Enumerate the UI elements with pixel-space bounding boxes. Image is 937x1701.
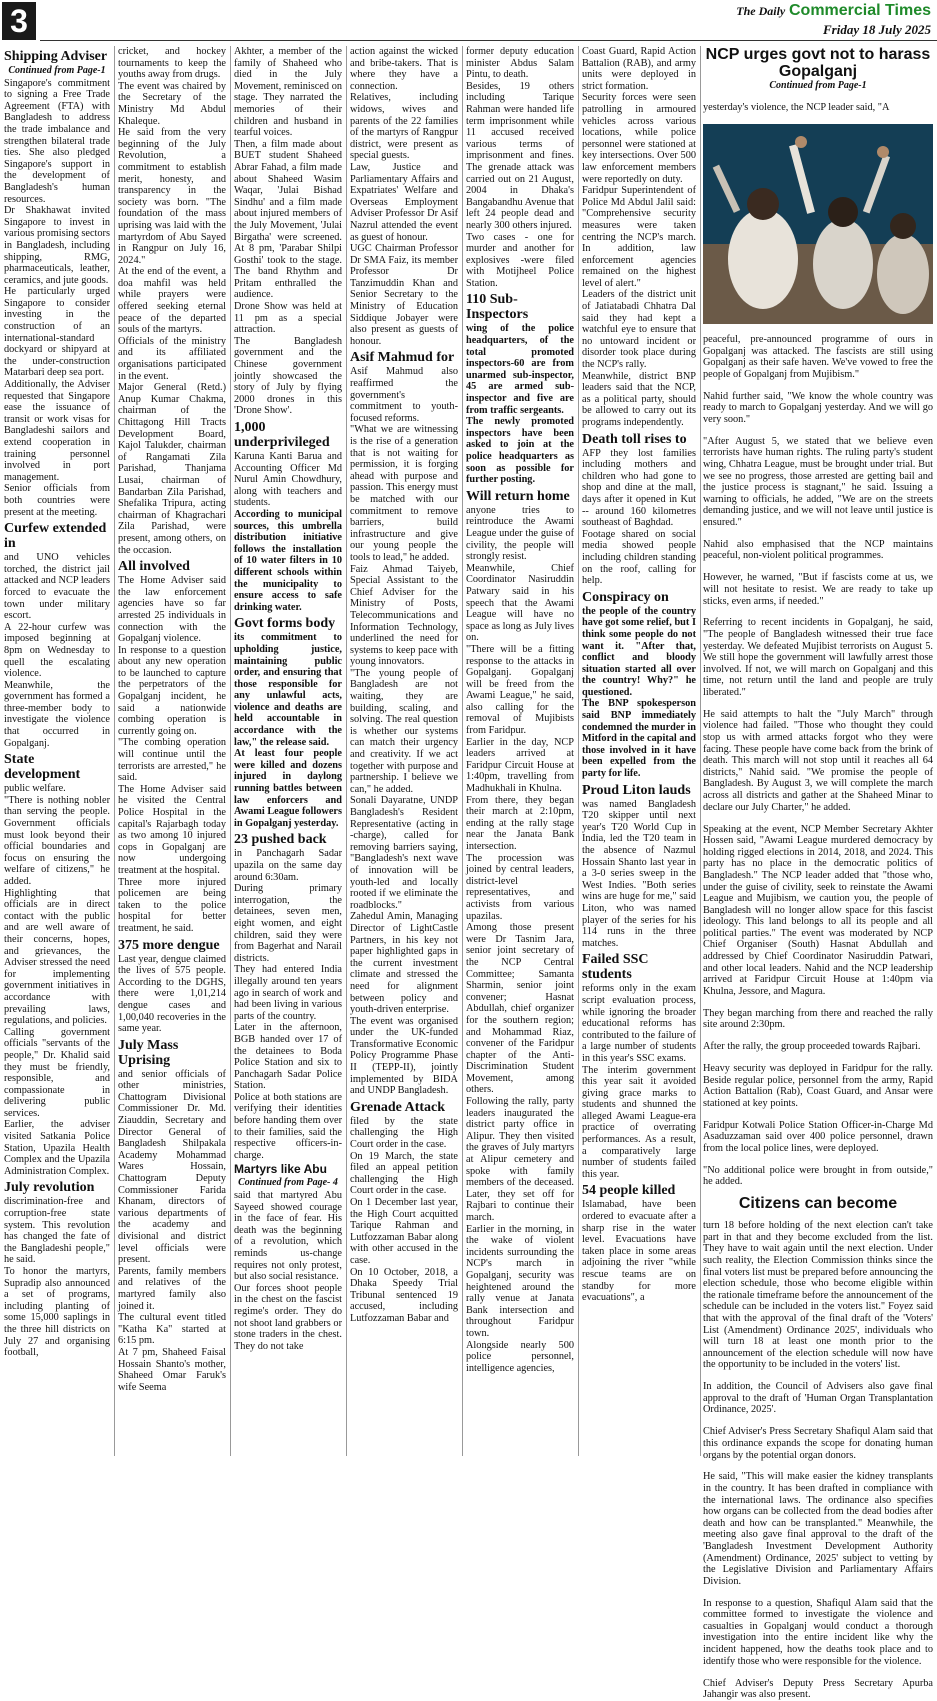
headline-will-return-home: Will return home	[466, 488, 570, 504]
headline-state-development: State development	[4, 752, 81, 783]
column-divider	[700, 46, 701, 1456]
paragraph: At the end of the event, a doa mahfil was held while prayers were offered seeking eternal peace of the departed souls of the martyrs.	[118, 266, 226, 336]
paragraph: However, he warned, "But if fascists come at us, we will not hesitate to resist. We are ready to take up sticks, even arms, if needed."	[703, 572, 933, 607]
paragraph: and senior officials of other ministries, Chattogram Divisional Commissioner Dr. Md. Ziauddin, Secretary and Director General of Bangladesh Shilpakala Academy Mohammad Wares Hossain, Chattogram Deputy Commissioner Farida Khanam, directors of various departments of the academy and divisional and district level officials were present.	[118, 1068, 226, 1266]
continued-note: Continued from Page-1	[8, 65, 106, 76]
paragraph: At 7 pm, Shaheed Faisal Hossain Shanto's mother, Shaheed Omar Faruk's wife Seema	[118, 1346, 226, 1393]
headline-underprivileged: 1,000 underprivileged	[234, 420, 330, 450]
paragraph: Chief Adviser's Press Secretary Shafiqul Alam said that this ordinance expands the scope for donating human organs by the potential organ donors.	[703, 1426, 933, 1461]
paragraph: Officials of the ministry and its affiliated organisations participated in the event.	[118, 335, 226, 382]
headline-death-toll: Death toll rises to	[582, 431, 687, 447]
paragraph: "What we are witnessing is the rise of a generation that is not waiting for permission, it is forging ahead with purpose and passion. This energy must be matched with our commitment to remove barriers, build infrastructure and give our young people the tools to lead," he added.	[350, 424, 458, 563]
headline-shipping-adviser: Shipping Adviser	[4, 49, 108, 64]
paragraph: Faridpur Superintendent of Police Md Abdul Jalil said: "Comprehensive security measures were taken centring the NCP's march. In addition, law enforcement agencies remained on the highest level of alert."	[582, 185, 696, 289]
headline-proud-liton: Proud Liton lauds	[582, 782, 691, 798]
paragraph: The event was organised under the UK-funded Transformative Economic Policy Programme Phase II (TEPP-II), jointly implemented by BIDA and UNDP Bangladesh.	[350, 1015, 458, 1097]
paragraph: Footage shared on social media showed people including children standing on the roof, calling for help.	[582, 528, 696, 587]
paragraph: The procession was joined by central leaders, district-level representatives, and activists from various upazilas.	[466, 852, 574, 922]
paragraph: He said, "This will make easier the kidney transplants in the country. It has been drafted in compliance with the international laws. The ordinance also specifies how organs can be collected from the dead bodies after death and how can be transplanted." Meanwhile, the meeting also gave final approval to the draft of the 'Bangladesh Investment Development Authority (Amendment) Ordinance, 2025' subject to vetting by the Legislative Division and Parliamentary Affairs Division.	[703, 1471, 933, 1587]
paragraph: Law, Justice and Parliamentary Affairs and Expatriates' Welfare and Overseas Employment Adviser Professor Dr Asif Nazrul attended the event as guest of honour.	[350, 161, 458, 243]
paragraph: Earlier in the day, NCP leaders arrived at Faridpur Circuit House at 1:40pm, travelling from Madhukhali in Khulna.	[466, 736, 574, 795]
paragraph: filed by the state challenging the High Court order in the case.	[350, 1115, 458, 1151]
paragraph: Chief Adviser's Deputy Press Secretary Apurba Jahangir was also present.	[703, 1677, 933, 1701]
headline-july-revolution: July revolution	[4, 1180, 95, 1196]
headline-martyrs-like-abu: Martyrs like Abu	[234, 1162, 327, 1177]
issue-date: Friday 18 July 2025	[823, 22, 931, 37]
paragraph: According to municipal sources, this umbrella distribution initiative follows the installation of 10 water filters in 10 different schools within the municipality to ensure access to safe drinking water.	[234, 508, 342, 613]
paragraph: In addition, the Council of Advisers also gave final approval to the draft of 'Human Organ Transplantation Ordinance, 2025'.	[703, 1381, 933, 1416]
paragraph: turn 18 before holding of the next election can't take part in that and they become excluded from the list. They have to wait again until the next election. Under such reality, the Election Commission thinks since the final voters list must be prepared before announcing the election schedule, those who become eligible within the rationale timeframe before the announcement of the schedule can be included in the voters list." Foyez said that with the approval of the final draft of the 'Voters' List (Amendment) Ordinance 2025', individuals who will turn 18 at least one month prior to the announcement of the election schedule will now have the opportunity to be included in the voters' list.	[703, 1220, 933, 1371]
paragraph: Besides, 19 others including Tarique Rahman were handed life term imprisonment while 11 accused received various terms of imprisonment and fines. The grenade attack was carried out on 21 August, 2004 in Dhaka's Bangabandhu Avenue that left 24 people dead and nearly 300 others injured.	[466, 80, 574, 231]
publication-name: Commercial Times	[789, 2, 931, 19]
headline-ncp-urges: NCP urges govt not to harass Gopalganj	[705, 46, 931, 80]
paragraph: anyone tries to reintroduce the Awami League under the guise of civility, the people will strongly resist.	[466, 504, 574, 563]
paragraph: Sonali Dayaratne, UNDP Bangladesh's Resident Representative (acting in -charge), called for removing barriers saying, "Bangladesh's next wave of innovation will be youth-led and locally rooted if we eliminate the roadblocks."	[350, 795, 458, 911]
paragraph: The Home Adviser said he visited the Central Police Hospital in the capital's Rajarbagh today as two among 10 injured cops in Gopalganj are now undergoing treatment at the hospital.	[118, 783, 226, 876]
paragraph: Meanwhile, district BNP leaders said that the NCP, as a political party, should be allowed to carry out its programs independently.	[582, 370, 696, 428]
paragraph: Nahid further said, "We know the whole country was ready to march to Gopalganj yesterday. And we will go very soon."	[703, 390, 933, 425]
column-divider	[346, 46, 347, 1456]
paragraph: action against the wicked and bribe-takers. That is where they have a connection.	[350, 46, 458, 92]
paragraph: Then, a film made about BUET student Shaheed Abrar Fahad, a film made about Shaheed Wasim Waqar, 'Julai Bishad Sindhu' and a film made about injured members of the July Movement, 'Julai Birgatha' were screened. At 8 pm, 'Parabar Shilpi Gosthi' took to the stage. The band Rhythm and Pritam enthralled the audience.	[234, 138, 342, 301]
headline-people-killed: 54 people killed	[582, 1183, 676, 1199]
paragraph: The Home Adviser said the law enforcement agencies have so far arrested 25 individuals in connection with the Gopalganj violence.	[118, 575, 226, 645]
headline-grenade-attack: Grenade Attack	[350, 1099, 446, 1115]
paragraph: Among those present were Dr Tasnim Jara, senior joint secretary of the NCP Central Committee; Samanta Sharmin, senior joint convener; Hasnat Abdullah, chief organizer for the southern region; and Mohammad Riaz, convener of the Faridpur chapter of the Anti-Discrimination Student Movement, among others.	[466, 922, 574, 1096]
paragraph: "There is nothing nobler than serving the people. Government officials must look beyond their official boundaries and focus on ensuring the welfare of citizens," he added.	[4, 794, 110, 887]
paragraph: former deputy education minister Abdus Salam Pintu, to death.	[466, 46, 574, 81]
paragraph: The Bangladesh government and the Chinese government jointly showcased the story of July by flying 2000 drones in this 'Drone Show'.	[234, 335, 342, 417]
paragraph: Earlier, the adviser visited Satkania Police Station, Upazila Health Complex and the Upazila Administration Complex.	[4, 1119, 110, 1177]
paragraph: Three more injured policemen are being taken to the police hospital for better treatment, he said.	[118, 876, 226, 934]
paragraph: On 10 October, 2018, a Dhaka Speedy Trial Tribunal sentenced 19 accused, including Lutfozzaman Babar and	[350, 1266, 458, 1324]
paragraph: Islamabad, have been ordered to evacuate after a sharp rise in the water level. Evacuations have taken place in some areas adjoining the river "while rescue teams are on standby for more evacuations", a	[582, 1199, 696, 1304]
paragraph: Meanwhile, the government has formed a three-member body to investigate the violence that occurred in Gopalganj.	[4, 679, 110, 749]
paragraph: Dr Shakhawat invited Singapore to invest in various promising sectors in Bangladesh, including shipping, RMG, pharmaceuticals, leather, ceramics, and jute goods.	[4, 205, 110, 286]
page-number: 3	[2, 2, 36, 40]
paragraph: Calling government officials "servants of the people," Dr. Khalid said they must be friendly, responsible, and compassionate in delivering public services.	[4, 1026, 110, 1119]
paragraph: the people of the country have got some relief, but I think some people do not want it. "After that, conflict and bloody situation started all over the country! Why?" he questioned.	[582, 605, 696, 698]
headline-failed-ssc: Failed SSC students	[582, 952, 649, 983]
publication-title	[736, 2, 931, 20]
paragraph: The event was chaired by the Secretary of the Ministry Md Abdul Khaleque.	[118, 80, 226, 127]
paragraph: Faridpur Kotwali Police Station Officer-in-Charge Md Asaduzzaman said over 400 police personnel, drawn from the local police lines, were deployed.	[703, 1119, 933, 1154]
paragraph: Last year, dengue claimed the lives of 575 people. According to the DGHS, there were 1,01,214 dengue cases and 1,00,040 recoveries in the same year.	[118, 953, 226, 1035]
paragraph: During primary interrogation, the detainees, seven men, eight women, and eight children, said they were from Bagerhat and Narail districts.	[234, 883, 342, 964]
paragraph: Zahedul Amin, Managing Director of LightCastle Partners, in his key not paper highlighted gaps in the current investment climate and stressed the need for alignment between policy and youth-driven enterprise.	[350, 911, 458, 1016]
paragraph: After the rally, the group proceeded towards Rajbari.	[703, 1041, 921, 1053]
masthead-rule	[40, 40, 937, 41]
headline-govt-forms-body: Govt forms body	[234, 616, 336, 632]
column-6	[582, 46, 696, 1456]
paragraph: Major General (Retd.) Anup Kumar Chakma, chairman of the Chittagong Hill Tracts Development Board, Kajol Talukder, chairman of Rangamati Zila Parishad, Thanjama Lusai, chairman of Bandarban Zila Parishad, Shefalika Tripura, acting chairman of Khagrachari Zila Parishad, were present, among others, on the occasion.	[118, 382, 226, 556]
paragraph: wing of the police headquarters, of the total promoted inspectors-60 are from unarmed sub-inspector, 45 are armed sub-inspector and five are from traffic sergeants.	[466, 323, 574, 416]
paragraph: Relatives, including widows, wives and parents of the 22 families of the martyrs of Rangpur district, were present as special guests.	[350, 92, 458, 162]
paragraph: Akhter, a member of the family of Shaheed who died in the July Movement, reminisced on stage. They narrated the memories of their children and husband in tearful voices.	[234, 46, 342, 139]
paragraph: Meanwhile, Chief Coordinator Nasiruddin Patwary said in his speech that the Awami League will have no space as long as July lives on.	[466, 562, 574, 644]
paragraph: Earlier in the morning, in the wake of violent incidents surrounding the NCP's march in Gopalganj, security was heightened around the rally venue at Janata Bank intersection and throughout Faridpur town.	[466, 1223, 574, 1339]
paragraph: Later in the afternoon, BGB handed over 17 of the detainees to Boda Police Station and six to Panchagarh Sadar Police Station.	[234, 1022, 342, 1092]
paragraph: They began marching from there and reached the rally site around 2:30pm.	[703, 1007, 933, 1031]
paragraph: peaceful, pre-announced programme of ours in Gopalganj was attacked. The fascists are still using Gopalganj as their safe haven. We've vowed to free the people of Gopalganj from Mujibism."	[703, 334, 933, 380]
headline-july-mass-uprising: July Mass Uprising	[118, 1037, 179, 1068]
paragraph: Referring to recent incidents in Gopalganj, he said, "The people of Bangladesh witnessed their true face yesterday. We defeated Mujibist terrorists on August 5. We still hope the government will lawfully arrest those involved. If not, we will march on Gopalganj and this time, not return until the land and people are truly liberated."	[703, 617, 933, 698]
paragraph: public welfare.	[4, 783, 66, 795]
paragraph: From there, they began their march at 2:10pm, ending at the rally stage near the Janata Bank intersection.	[466, 794, 574, 852]
paragraph: "No additional police were brought in from outside," he added.	[703, 1164, 933, 1188]
paragraph: Following the rally, party leaders inaugurated the district party office in Alipur. They then visited the graves of July martyrs at Alipur cemetery and spoke with family members of the deceased. Later, they set off for Rajbari to continue their march.	[466, 1096, 574, 1223]
publication-prefix: The Daily	[736, 4, 786, 18]
paragraph: Police at both stations are verifying their identities before handing them over to their families, said the respective officers-in-charge.	[234, 1091, 342, 1161]
continued-note: Continued from Page- 4	[238, 1177, 338, 1189]
paragraph: At least four people were killed and dozens injured in daylong running battles between law enforcers and Awami League followers in Gopalganj yesterday.	[234, 748, 342, 829]
column-1	[4, 46, 110, 1456]
paragraph: and UNO vehicles torched, the district jail attacked and NCP leaders forced to evacuate the town under military escort.	[4, 552, 110, 622]
paragraph: Nahid also emphasised that the NCP maintains peaceful, non-violent political programmes.	[703, 538, 933, 562]
paragraph: Parents, family members and relatives of the martyred family also joined it.	[118, 1265, 226, 1312]
paragraph: Faiz Ahmad Taiyeb, Special Assistant to the Chief Adviser for the Ministry of Posts, Telecommunications and Information Technology, underlined the need for systems to keep pace with young innovators.	[350, 563, 458, 668]
paragraph: reforms only in the exam script evaluation process, while ignoring the broader educational reforms has contributed to the failure of a large number of students in this year's SSC exams.	[582, 983, 696, 1064]
column-3	[234, 46, 342, 1456]
paragraph: On 19 March, the state filed an appeal petition challenging the High Court order in the case.	[350, 1150, 458, 1197]
paragraph: On 1 December last year, the High Court acquitted Tarique Rahman and Lutfozzaman Babar along with other accused in the case.	[350, 1197, 458, 1266]
column-2	[118, 46, 226, 1456]
column-divider	[578, 46, 579, 1456]
paragraph: AFP they lost families including mothers and children who had gone to shop and dine at the mall, days after it opened in Kut -- around 160 kilometres southeast of Baghdad.	[582, 447, 696, 529]
column-5	[466, 46, 574, 1456]
paragraph: Two cases - one for murder and another for explosives -were filed with Motijheel Police Station.	[466, 231, 574, 289]
paragraph: The newly promoted inspectors have been asked to join at the police headquarters as soon as possible for further posting.	[466, 416, 574, 486]
paragraph: Coast Guard, Rapid Action Battalion (RAB), and army units were deployed in strict formation.	[582, 46, 696, 92]
paragraph: He said from the very beginning of the July Revolution, a commitment to establish merit, honesty, and transparency in the society was born. "The foundation of the mass uprising was laid with the martyrdom of Abu Sayed in Rangpur on July 16, 2024."	[118, 127, 226, 266]
paragraph: To honor the martyrs, Supradip also announced a set of programs, including planting of some 15,000 saplings in the three hill districts on July 27 and organising football,	[4, 1266, 110, 1359]
paragraph: "The combing operation will continue until the terrorists are arrested," he said.	[118, 737, 226, 784]
paragraph: Speaking at the event, NCP Member Secretary Akhter Hossen said, "Awami League murdered democracy by holding rigged elections in 2014, 2018, and 2024. This party has no place in the democratic politics of Bangladesh." The NCP leader added that "those who, under the guise of civility, seek to reinstate the Awami League and Mujibism, we caution you, the people of Bangladesh will no longer allow space for this fascist ideology. This land belongs to all its people and all political parties." The event was moderated by NCP Chief Organiser (South) Hasnat Abdullah and addressed by Chief Coordinator Nasiruddin Patwari, and other local leaders. Nahid and the NCP leadership arrived at Faridpur Circuit House at 1:40pm via Khulna, Jessore, and Magura.	[703, 823, 933, 997]
paragraph: A 22-hour curfew was imposed beginning at 8pm on Wednesday to quell the escalating violence.	[4, 621, 110, 680]
paragraph: cricket, and hockey tournaments to keep the youths away from drugs.	[118, 46, 226, 81]
column-divider	[230, 46, 231, 1456]
column-7	[703, 46, 933, 1701]
paragraph: Heavy security was deployed in Faridpur for the rally. Beside regular police, personnel from the army, Rapid Action Battalion (Rab), Coast Guard, and Ansar were stationed at key points.	[703, 1063, 933, 1109]
paragraph: Alongside nearly 500 police personnel, intelligence agencies,	[466, 1339, 574, 1374]
rally-photo-icon	[703, 124, 933, 324]
paragraph: In response to a question about any new operation to be launched to capture the perpetrators of the Gopalganj incident, he said a nationwide combing operation is currently going on.	[118, 644, 226, 737]
paragraph: He said attempts to halt the "July March" through violence had failed. "Those who thought they could stop us with armed attacks forgot who they were facing. These people have come back from the brink of death. This march will not stop until it reaches all 64 districts," Nahid said. "We promise the people of Bangladesh. By August 3, we will complete the march across all districts and gather at the Shaheed Minar to declare our July Charter," he added.	[703, 708, 933, 813]
headline-pushed-back: 23 pushed back	[234, 832, 327, 848]
paragraph: Security forces were seen patrolling in armoured vehicles across various locations, while police personnel were stationed at key intersections. Over 500 law enforcement members were reportedly on duty.	[582, 92, 696, 185]
paragraph: Singapore's commitment to signing a Free Trade Agreement (FTA) with Bangladesh to address the trade imbalance and strengthen bilateral trade ties. She also pledged Singapore's support in the development of Bangladesh's human resources.	[4, 77, 110, 205]
column-divider	[114, 46, 115, 1456]
paragraph: Asif Mahmud also reaffirmed the government's commitment to youth-focused reforms.	[350, 366, 458, 424]
headline-citizens-can-become: Citizens can become	[738, 1195, 898, 1213]
paragraph: "The young people of Bangladesh are not waiting, they are building, scaling, and solving. The real question is whether our systems can match their urgency and creativity. If we act together with purpose and partnership. I believe we can," he added.	[350, 667, 458, 795]
paragraph: Additionally, the Adviser requested that Singapore ease the issuance of transit or work visas for Bangladeshi sailors and extend cooperation in training personnel involved in port management.	[4, 379, 110, 483]
headline-conspiracy: Conspiracy on	[582, 589, 669, 605]
paragraph: The cultural event titled "Katha Ka" started at 6:15 pm.	[118, 1312, 226, 1347]
headline-all-involved: All involved	[118, 559, 190, 575]
paragraph: They had entered India illegally around ten years ago in search of work and had been living in various parts of the country.	[234, 964, 342, 1022]
paragraph: its commitment to upholding justice, maintaining public order, and ensuring that those responsible for any unlawful acts, violence and deaths are held accountable in accordance with the law," the release said.	[234, 632, 342, 748]
paragraph: "After August 5, we stated that we believe even terrorists have human rights. The ruling party's student wing, Chhatra League, must be brought under trial. But we see no progress, those arrested are getting bail and the justice process is stagnant," he said. Issuing a warning to officials, he added, "We are on the streets demanding justice, and we will not leave until justice is ensured."	[703, 435, 933, 528]
masthead	[0, 0, 937, 44]
paragraph: Highlighting that officials are in direct contact with the public and are well aware of their concerns, hopes, and grievances, the Adviser stressed the need for implementing government initiatives in accordance with prevailing laws, regulations, and policies.	[4, 887, 110, 1027]
column-divider	[462, 46, 463, 1456]
column-4	[350, 46, 458, 1456]
continued-note: Continued from Page-1	[769, 80, 867, 91]
paragraph: Our forces shoot people in the chest on the fascist regime's order. They do not shoot land grabbers or stone traders in the chest. They do not take	[234, 1282, 342, 1352]
paragraph: The interim government this year sait it avoided giving grace marks to students and shunned the alleged Awami League-era practice of overrating performances. As a result, a comparatively large number of students failed this year.	[582, 1064, 696, 1180]
headline-curfew: Curfew extended in	[4, 521, 107, 552]
paragraph: said that martyred Abu Sayeed showed courage in the face of fear. His death was the beginning of a revolution, which reminds us-change requires not only protest, but also social resistance.	[234, 1190, 342, 1283]
paragraph: In response to a question, Shafiqul Alam said that the committee formed to investigate the violence and casualties in Gopalganj would conduct a thorough investigation into the entire incident like why the incident happened, how the deaths took place and to identify those who were responsible for the violence.	[703, 1597, 933, 1667]
paragraph: discrimination-free and corruption-free state system. This revolution has changed the fate of the Bangladeshi people," he said.	[4, 1196, 110, 1266]
rally-photo	[703, 124, 933, 324]
headline-asif-mahmud: Asif Mahmud for	[350, 350, 455, 366]
paragraph: Karuna Kanti Barua and Accounting Officer Md Nurul Amin Chowdhury, along with teachers and students.	[234, 451, 342, 509]
headline-dengue: 375 more dengue	[118, 937, 220, 953]
paragraph: Senior officials from both countries were present at the meeting.	[4, 483, 110, 518]
paragraph: was named Bangladesh T20 skipper until next year's T20 World Cup in India, led the T20 team in the absence of Nazmul Hossain Shanto last year in a 3-0 series sweep in the West Indies. "Both series wins are huge for me," said Liton, who was named player of the series for his 114 runs in the three matches.	[582, 798, 696, 949]
paragraph: Drone Show was held at 11 pm as a special attraction.	[234, 301, 342, 336]
paragraph: Leaders of the district unit of Jatiatabadi Chhatra Dal said they had kept a watchful eye to ensure that no untoward incident or disorder took place during the NCP's rally.	[582, 289, 696, 371]
paragraph: "There will be a fitting response to the attacks in Gopalganj. Gopalganj will be freed from the Awami League," he said, also calling for the removal of Mujibists from Faridpur.	[466, 643, 574, 737]
paragraph: UGC Chairman Professor Dr SMA Faiz, its member Professor Dr Tanzimuddin Khan and Senior Secretary to the Ministry of Education Siddique Jobayer were also present as guests of honour.	[350, 243, 458, 347]
headline-sub-inspectors: 110 Sub-Inspectors	[466, 292, 529, 323]
paragraph: yesterday's violence, the NCP leader said, "A	[703, 101, 890, 113]
paragraph: in Panchagarh Sadar upazila on the same day around 6:30am.	[234, 848, 342, 883]
paragraph: The BNP spokesperson said BNP immediately condemned the murder in Mitford in the capital and those involved in it have been expelled from the party for life.	[582, 698, 696, 780]
paragraph: He particularly urged Singapore to consider investing in the construction of an international-standard dockyard or shipyard at the under-construction Matarbari deep sea port.	[4, 286, 110, 379]
